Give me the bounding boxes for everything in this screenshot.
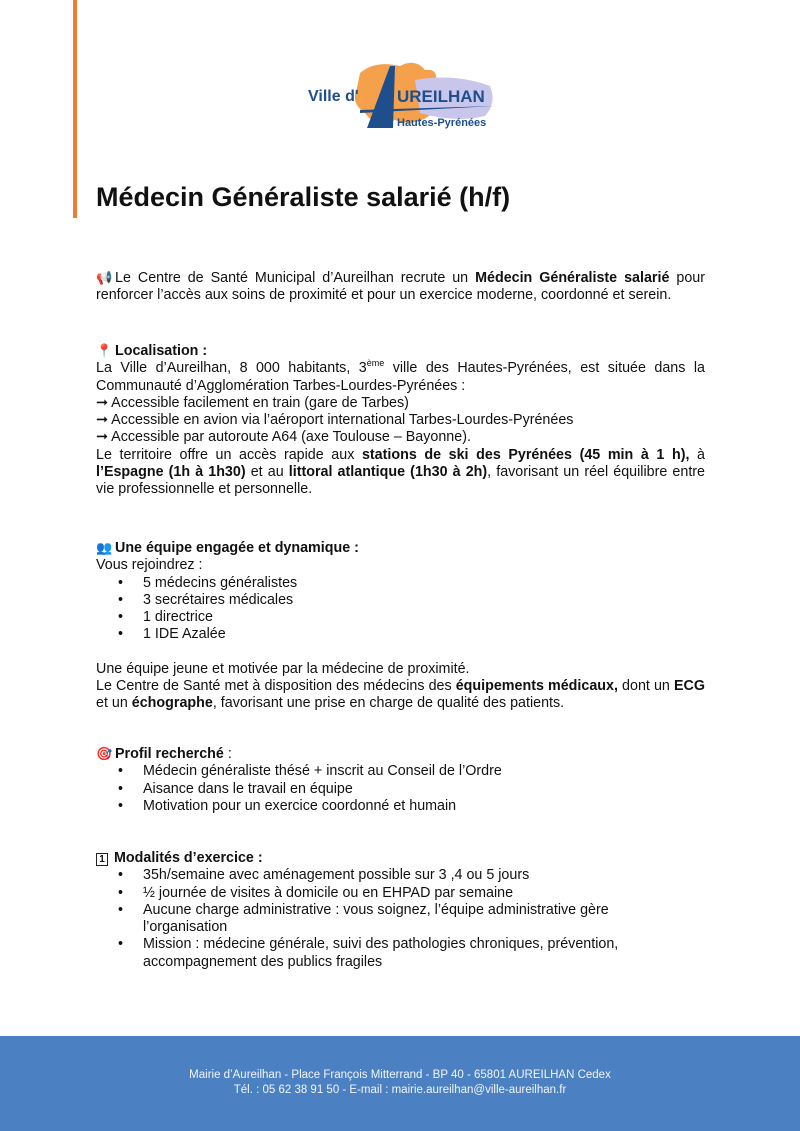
intro-section [96,269,705,305]
list-item: • Aucune charge administrative : vous soignez, l’équipe administrative gère l’organisation [96,902,656,937]
bold-text: littoral atlantique (1h30 à 2h) [288,464,488,481]
text: La Ville d’Aureilhan, 8 000 habitants, 3 [96,360,367,377]
access-item [96,429,705,446]
svg-text:Hautes-Pyrénées: Hautes-Pyrénées [397,117,487,129]
list-item: • Médecin généraliste thésé + inscrit au Conseil de l’Ordre [96,763,705,780]
megaphone-icon: 📢 [96,270,113,285]
colon: : [223,746,232,762]
bold-text: ECG [674,678,705,695]
arrow-icon: ➞ [96,412,108,429]
access-item [96,395,705,412]
arrow-icon: ➞ [96,394,108,411]
footer-address: Mairie d’Aureilhan - Place François Mitterrand - BP 40 - 65801 AUREILHAN Cedex [189,1069,611,1081]
equipe-equipment-text [96,678,705,713]
text: et un [96,695,132,712]
equipe-list [96,575,705,644]
accent-bar [73,0,77,218]
modalites-section [96,850,656,971]
localisation-details [96,447,705,499]
list-item: • 35h/semaine avec aménagement possible sur 3 ,4 ou 5 jours [96,867,656,884]
bold-text: Médecin Généraliste salarié [475,270,670,286]
access-item [96,412,705,429]
bold-text: échographe [131,695,213,712]
list-item: • 5 médecins généralistes [96,575,705,592]
text: , favorisant une prise en charge de qualité des patients. [212,695,565,712]
city-logo [305,58,500,138]
text: dont un [617,678,674,695]
text: ville des Hautes-Pyrénées, est située dans la Communauté d’Agglomération Tarbes-Lourdes-Pyrénées : [96,360,705,394]
equipe-intro: Vous rejoindrez : [96,557,203,574]
text: et au [245,464,289,481]
bold-text: l’Espagne (1h à 1h30) [96,464,246,481]
equipe-text: Une équipe jeune et motivée par la médecine de proximité. [96,660,470,677]
list-item: • ½ journée de visites à domicile ou en EHPAD par semaine [96,885,656,902]
equipe-heading: Une équipe engagée et dynamique : [115,540,359,556]
page-title: Médecin Généraliste salarié (h/f) [96,182,511,212]
access-text: Accessible en avion via l’aéroport international Tarbes-Lourdes-Pyrénées [111,412,574,429]
list-item: • 3 secrétaires médicales [96,592,705,609]
people-icon: 👥 [96,540,113,555]
svg-text:Ville d': Ville d' [308,88,359,105]
bold-text: stations de ski des Pyrénées (45 min à 1 h), [361,446,690,463]
arrow-icon: ➞ [96,429,108,446]
localisation-intro [96,360,705,395]
access-text: Accessible facilement en train (gare de Tarbes) [111,394,409,411]
bold-text: équipements médicaux, [455,678,618,695]
list-item: • Mission : médecine générale, suivi des pathologies chroniques, prévention, accompagnement des publics fragiles [96,936,656,971]
text: Le territoire offre un accès rapide aux [96,446,362,463]
profil-list [96,763,705,815]
access-text: Accessible par autoroute A64 (axe Toulouse – Bayonne). [111,429,471,446]
text: Le Centre de Santé Municipal d’Aureilhan recrute un [115,270,476,286]
list-item: • Motivation pour un exercice coordonné et humain [96,798,705,815]
footer [0,1036,800,1131]
localisation-heading: Localisation : [115,343,208,359]
text: Le Centre de Santé met à disposition des médecins des [96,678,456,695]
number-one-icon: 1 [96,853,108,866]
text: , favorisant un réel équilibre entre vie professionnelle et personnelle. [96,464,705,498]
superscript: ème [366,358,385,369]
list-item: • 1 IDE Azalée [96,626,705,643]
target-icon: 🎯 [96,746,113,761]
footer-contact: Tél. : 05 62 38 91 50 - E-mail : mairie.aureilhan@ville-aureilhan.fr [233,1084,567,1096]
intro-text [96,270,705,303]
equipe-section [96,539,705,713]
localisation-section [96,342,705,499]
profil-heading: Profil recherché [115,746,224,762]
modalites-heading: Modalités d’exercice : [114,850,263,866]
pin-icon: 📍 [96,343,113,358]
modalites-list [96,867,656,971]
text: à [689,446,705,463]
list-item: • 1 directrice [96,609,705,626]
svg-text:UREILHAN: UREILHAN [397,87,485,106]
profil-section [96,745,705,815]
list-item: • Aisance dans le travail en équipe [96,781,705,798]
text: pour renforcer l’accès aux soins de proximité et pour un exercice moderne, coordonné et serein. [96,270,705,304]
